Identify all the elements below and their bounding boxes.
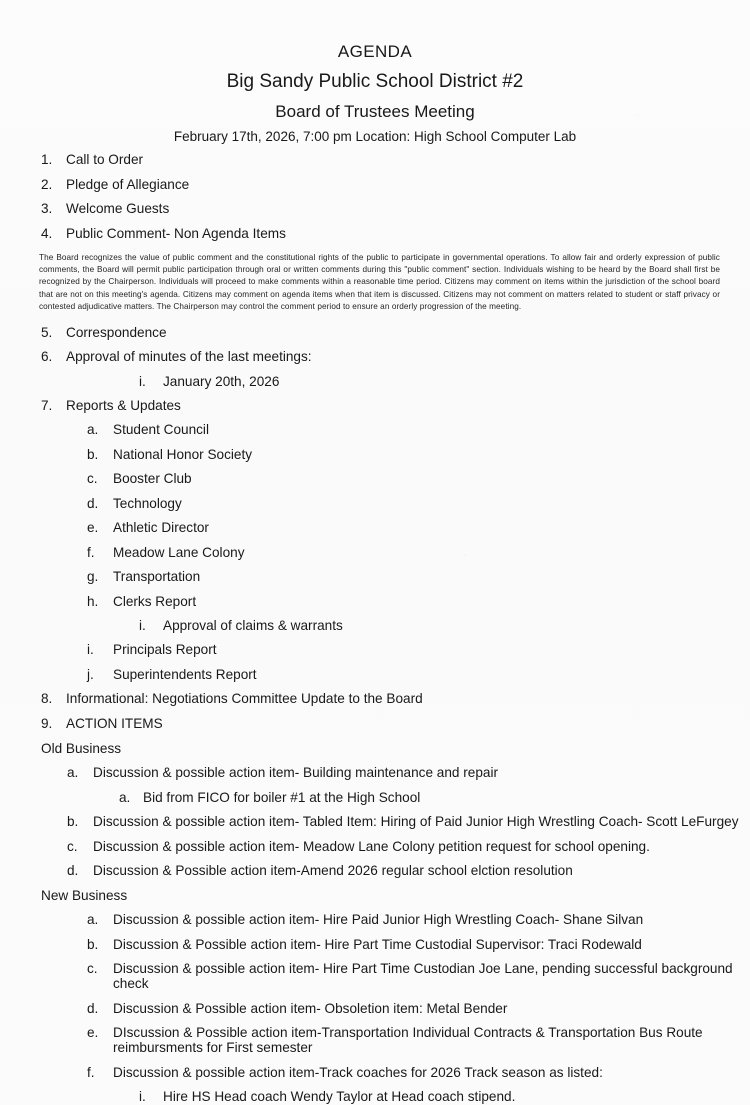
document-heading xyxy=(0,0,750,144)
list-marker: d. xyxy=(87,1000,99,1016)
agenda-item-9 xyxy=(0,717,750,732)
agenda-item-label: National Honor Society xyxy=(113,446,253,462)
list-marker: j. xyxy=(87,666,94,682)
old-business-item-d xyxy=(0,864,750,879)
list-marker: 8. xyxy=(41,691,53,707)
list-marker: 3. xyxy=(41,201,53,217)
agenda-item-label: Public Comment- Non Agenda Items xyxy=(66,225,286,241)
agenda-item-7-a xyxy=(0,423,750,438)
list-marker: 7. xyxy=(41,397,53,413)
new-business-item-c xyxy=(0,962,750,992)
list-marker: c. xyxy=(87,961,98,977)
agenda-item-label: Pledge of Allegiance xyxy=(66,176,190,192)
list-marker: b. xyxy=(87,446,99,462)
list-marker: i. xyxy=(139,1089,146,1105)
agenda-item-label: Approval of claims & warrants xyxy=(163,618,343,634)
agenda-item-label: Discussion & possible action item- Meadow Lane Colony petition request for school opening. xyxy=(93,838,650,854)
district-name: Big Sandy Public School District #2 xyxy=(226,70,524,92)
old-business-heading: Old Business xyxy=(41,740,122,756)
agenda-item-7 xyxy=(0,399,750,414)
agenda-item-7-h-i xyxy=(0,619,750,634)
old-business-item-a-sub-a xyxy=(0,791,750,806)
agenda-item-label: Discussion & Possible action item-Amend 2026 regular school elction resolution xyxy=(93,863,573,879)
agenda-item-label: Call to Order xyxy=(66,152,144,168)
list-marker: a. xyxy=(119,789,131,805)
list-marker: 2. xyxy=(41,176,53,192)
list-marker: f. xyxy=(87,1064,95,1080)
list-marker: a. xyxy=(67,765,79,781)
agenda-item-5 xyxy=(0,326,750,341)
list-marker: a. xyxy=(87,912,99,928)
agenda-item-7-f xyxy=(0,546,750,561)
list-marker: e. xyxy=(87,520,99,536)
spacer xyxy=(0,313,750,316)
new-business-item-b xyxy=(0,938,750,953)
list-marker: i. xyxy=(139,618,146,634)
agenda-item-label: Approval of minutes of the last meetings: xyxy=(66,349,312,365)
list-marker: c. xyxy=(67,838,78,854)
public-comment-policy-paragraph: The Board recognizes the value of public comment and the constitutional rights of the public to participate in governmental operations. To allow fair and orderly expression of public comments, the Board will permit public participation through oral or written comments during this "public comment" section. Individuals wishing to be heard by the Board shall first be recognized by the Chairperson. Individuals will proceed to make comments within a reasonable time period. Citizens may comment on items within the jurisdiction of the school board that are not on this meeting's agenda. Citizens may comment on agenda items when that item is discussed. Citizens may not comment on matters related to student or staff privacy or contested adjudicative matters. The Chairperson may control the comment period to ensure an orderly progression of the meeting. xyxy=(39,252,720,311)
agenda-item-1 xyxy=(0,153,750,168)
new-business-item-d xyxy=(0,1002,750,1017)
agenda-item-label: Principals Report xyxy=(113,642,217,658)
agenda-item-6-i xyxy=(0,375,750,390)
agenda-item-6 xyxy=(0,350,750,365)
old-business-item-b xyxy=(0,815,750,830)
old-business-item-c xyxy=(0,840,750,855)
agenda-item-label: Superintendents Report xyxy=(113,666,257,682)
agenda-item-7-d xyxy=(0,497,750,512)
new-business-item-a xyxy=(0,913,750,928)
agenda-item-label: Athletic Director xyxy=(113,520,209,536)
agenda-item-7-g xyxy=(0,570,750,585)
agenda-item-label: Transportation xyxy=(113,569,201,585)
list-marker: f. xyxy=(87,544,95,560)
list-marker: b. xyxy=(87,936,99,952)
agenda-item-label: Discussion & Possible action item- Hire Part Time Custodial Supervisor: Traci Rodewald xyxy=(113,936,642,952)
agenda-item-7-b xyxy=(0,448,750,463)
list-marker: a. xyxy=(87,422,99,438)
agenda-item-label: Discussion & Possible action item- Obsoletion item: Metal Bender xyxy=(113,1000,508,1016)
agenda-item-label: Correspondence xyxy=(66,324,167,340)
list-marker: 6. xyxy=(41,349,53,365)
list-marker: i. xyxy=(87,642,94,658)
agenda-item-4 xyxy=(0,227,750,242)
agenda-item-2 xyxy=(0,178,750,193)
agenda-item-7-e xyxy=(0,521,750,536)
meeting-name: Board of Trustees Meeting xyxy=(275,101,475,121)
list-marker: d. xyxy=(67,863,79,879)
agenda-item-label: DIscussion & Possible action item-Transportation Individual Contracts & Transportation Bus Route reimbursments for First semester xyxy=(113,1025,703,1056)
agenda-item-label: Discussion & possible action item- Hire Part Time Custodian Joe Lane, pending successful background check xyxy=(113,961,733,992)
agenda-item-7-i xyxy=(0,643,750,658)
agenda-item-label: Meadow Lane Colony xyxy=(113,544,245,560)
list-marker: g. xyxy=(87,569,99,585)
agenda-item-8 xyxy=(0,692,750,707)
new-business-heading: New Business xyxy=(41,888,128,904)
list-marker: i. xyxy=(139,373,146,389)
agenda-item-label: Welcome Guests xyxy=(66,201,170,217)
list-marker: e. xyxy=(87,1025,99,1041)
agenda-item-7-c xyxy=(0,472,750,487)
agenda-item-label: January 20th, 2026 xyxy=(163,373,280,389)
list-marker: 9. xyxy=(41,715,53,731)
agenda-item-label: Discussion & possible action item- Building maintenance and repair xyxy=(93,765,499,781)
agenda-item-label: Booster Club xyxy=(113,471,192,487)
agenda-item-label: Bid from FICO for boiler #1 at the High School xyxy=(143,789,421,805)
list-marker: d. xyxy=(87,495,99,511)
page-title: AGENDA xyxy=(337,42,413,61)
agenda-item-7-h xyxy=(0,595,750,610)
old-business-item-a xyxy=(0,766,750,781)
agenda-item-label: Technology xyxy=(113,495,182,511)
new-business-item-f-i xyxy=(0,1090,750,1105)
agenda-item-label: Clerks Report xyxy=(113,593,197,609)
agenda-item-label: Informational: Negotiations Committee Update to the Board xyxy=(66,691,423,707)
agenda-item-label: Hire HS Head coach Wendy Taylor at Head coach stipend. xyxy=(163,1089,516,1105)
new-business-item-e xyxy=(0,1026,750,1056)
agenda-item-label: Discussion & possible action item- Hire Paid Junior High Wrestling Coach- Shane Silvan xyxy=(113,912,644,928)
meeting-datetime-location: February 17th, 2026, 7:00 pm Location: High School Computer Lab xyxy=(173,128,577,144)
list-marker: 4. xyxy=(41,225,53,241)
agenda-item-label: Student Council xyxy=(113,422,209,438)
agenda-item-label: Reports & Updates xyxy=(66,397,181,413)
list-marker: b. xyxy=(67,814,79,830)
list-marker: c. xyxy=(87,471,98,487)
agenda-item-7-j xyxy=(0,668,750,683)
list-marker: 1. xyxy=(41,152,53,168)
agenda-item-3 xyxy=(0,202,750,217)
list-marker: h. xyxy=(87,593,99,609)
list-marker: 5. xyxy=(41,324,53,340)
new-business-item-f xyxy=(0,1066,750,1081)
agenda-item-label: Discussion & possible action item- Tabled Item: Hiring of Paid Junior High Wrestling Coach- Scott LeFurgey xyxy=(93,814,739,830)
agenda-item-label: Discussion & possible action item-Track coaches for 2026 Track season as listed: xyxy=(113,1064,603,1080)
agenda-item-label: ACTION ITEMS xyxy=(66,715,163,731)
